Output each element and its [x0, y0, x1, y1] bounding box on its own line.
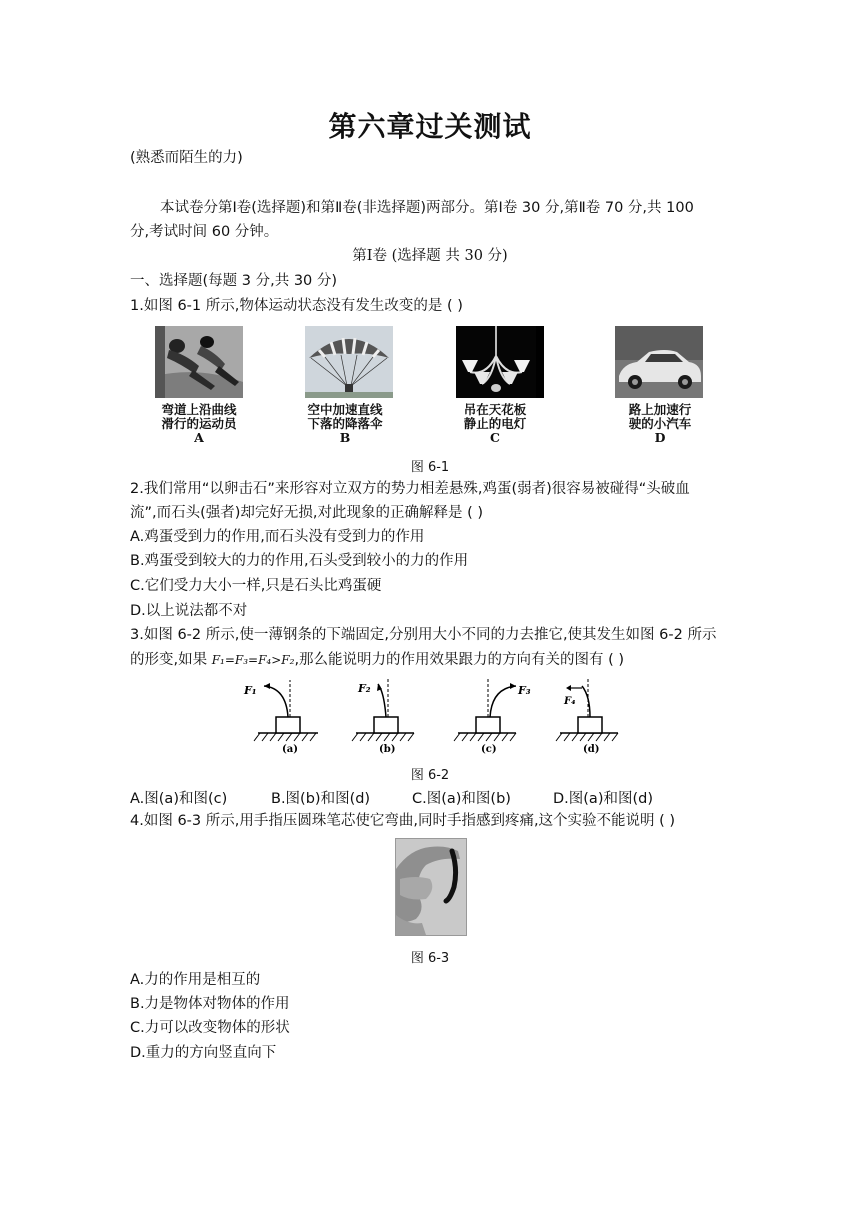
- caption-d-line2: 驶的小汽车: [628, 416, 692, 431]
- caption-d-line1: 路上加速行: [628, 402, 692, 417]
- intro-line-1: 本试卷分第Ⅰ卷(选择题)和第Ⅱ卷(非选择题)两部分。第Ⅰ卷 30 分,第Ⅱ卷 70 分,共 100: [160, 200, 694, 216]
- caption-a-line2: 滑行的运动员: [161, 416, 237, 431]
- force-label-f1: F₁: [244, 684, 257, 697]
- question-3-option-a: A.图(a)和图(c): [130, 791, 228, 807]
- caption-d-letter: D: [654, 430, 666, 445]
- section-heading: 一、选择题(每题 3 分,共 30 分): [130, 273, 338, 289]
- finger-pen-photo: [395, 838, 467, 936]
- figure-6-1-label: 图 6-1: [410, 460, 450, 475]
- question-2-stem-1: 2.我们常用“以卵击石”来形容对立双方的势力相差悬殊,鸡蛋(弱者)很容易被碰得“头破血: [130, 481, 690, 497]
- caption-b-line2: 下落的降落伞: [307, 416, 383, 431]
- question-2-option-d: D.以上说法都不对: [130, 603, 248, 619]
- caption-d: [610, 403, 710, 445]
- caption-c-line1: 吊在天花板: [463, 402, 527, 417]
- question-3-option-b: B.图(b)和图(d): [271, 791, 371, 807]
- car-photo: [615, 326, 703, 398]
- force-relation: F₁=F₃=F₄>F₂: [211, 653, 295, 667]
- question-2-option-b: B.鸡蛋受到较大的力的作用,石头受到较小的力的作用: [130, 553, 469, 569]
- question-3-stem-2b: ,那么能说明力的作用效果跟力的方向有关的图有 ( ): [294, 652, 625, 668]
- part1-header: 第Ⅰ卷 (选择题 共 30 分): [352, 248, 508, 264]
- caption-c-letter: C: [490, 430, 500, 445]
- force-label-f3: F₃: [518, 684, 531, 697]
- caption-c: [445, 403, 545, 445]
- panel-label-a: (a): [282, 744, 298, 755]
- caption-a-line1: 弯道上沿曲线: [161, 402, 237, 417]
- subtitle: (熟悉而陌生的力): [130, 150, 243, 166]
- question-4-option-b: B.力是物体对物体的作用: [130, 996, 290, 1012]
- question-2-stem-2: 流”,而石头(强者)却完好无损,对此现象的正确解释是 ( ): [130, 505, 484, 521]
- question-1-stem: 1.如图 6-1 所示,物体运动状态没有发生改变的是 ( ): [130, 298, 463, 314]
- question-3-option-d: D.图(a)和图(d): [553, 791, 653, 807]
- force-label-f2: F₂: [358, 682, 371, 695]
- question-4-option-a: A.力的作用是相互的: [130, 972, 261, 988]
- caption-b-line1: 空中加速直线: [307, 402, 383, 417]
- panel-d: [556, 678, 618, 741]
- panel-label-c: (c): [481, 744, 497, 755]
- caption-b-letter: B: [339, 430, 351, 445]
- question-3-stem-2a: 的形变,如果: [130, 652, 212, 668]
- page-title: 第六章过关测试: [328, 110, 532, 143]
- question-2-option-c: C.它们受力大小一样,只是石头比鸡蛋硬: [130, 578, 382, 594]
- question-4-option-d: D.重力的方向竖直向下: [130, 1045, 277, 1061]
- caption-a-letter: A: [194, 430, 204, 445]
- chandelier-photo: [456, 326, 544, 398]
- figure-6-2-label: 图 6-2: [410, 768, 450, 783]
- question-3-option-c: C.图(a)和图(b): [412, 791, 511, 807]
- caption-a: [149, 403, 249, 445]
- question-3-stem-1: 3.如图 6-2 所示,使一薄钢条的下端固定,分别用大小不同的力去推它,使其发生如图 6-2 所示: [130, 627, 717, 643]
- panel-a: [254, 680, 318, 741]
- question-2-option-a: A.鸡蛋受到力的作用,而石头没有受到力的作用: [130, 529, 425, 545]
- caption-b: [295, 403, 395, 445]
- parachute-photo: [305, 326, 393, 398]
- figure-6-3-label: 图 6-3: [410, 951, 450, 966]
- panel-label-b: (b): [379, 744, 396, 755]
- question-4-stem: 4.如图 6-3 所示,用手指压圆珠笔芯使它弯曲,同时手指感到疼痛,这个实验不能说明 ( ): [130, 813, 676, 829]
- question-3-stem-2: [130, 650, 624, 670]
- panel-c: [454, 678, 516, 741]
- intro-line-2: 分,考试时间 60 分钟。: [130, 224, 279, 240]
- force-label-f4: F₄: [564, 696, 576, 707]
- question-4-option-c: C.力可以改变物体的形状: [130, 1020, 290, 1036]
- caption-c-line2: 静止的电灯: [463, 416, 527, 431]
- figure-6-2-diagram: [238, 676, 628, 756]
- skater-photo: [155, 326, 243, 398]
- panel-label-d: (d): [583, 744, 600, 755]
